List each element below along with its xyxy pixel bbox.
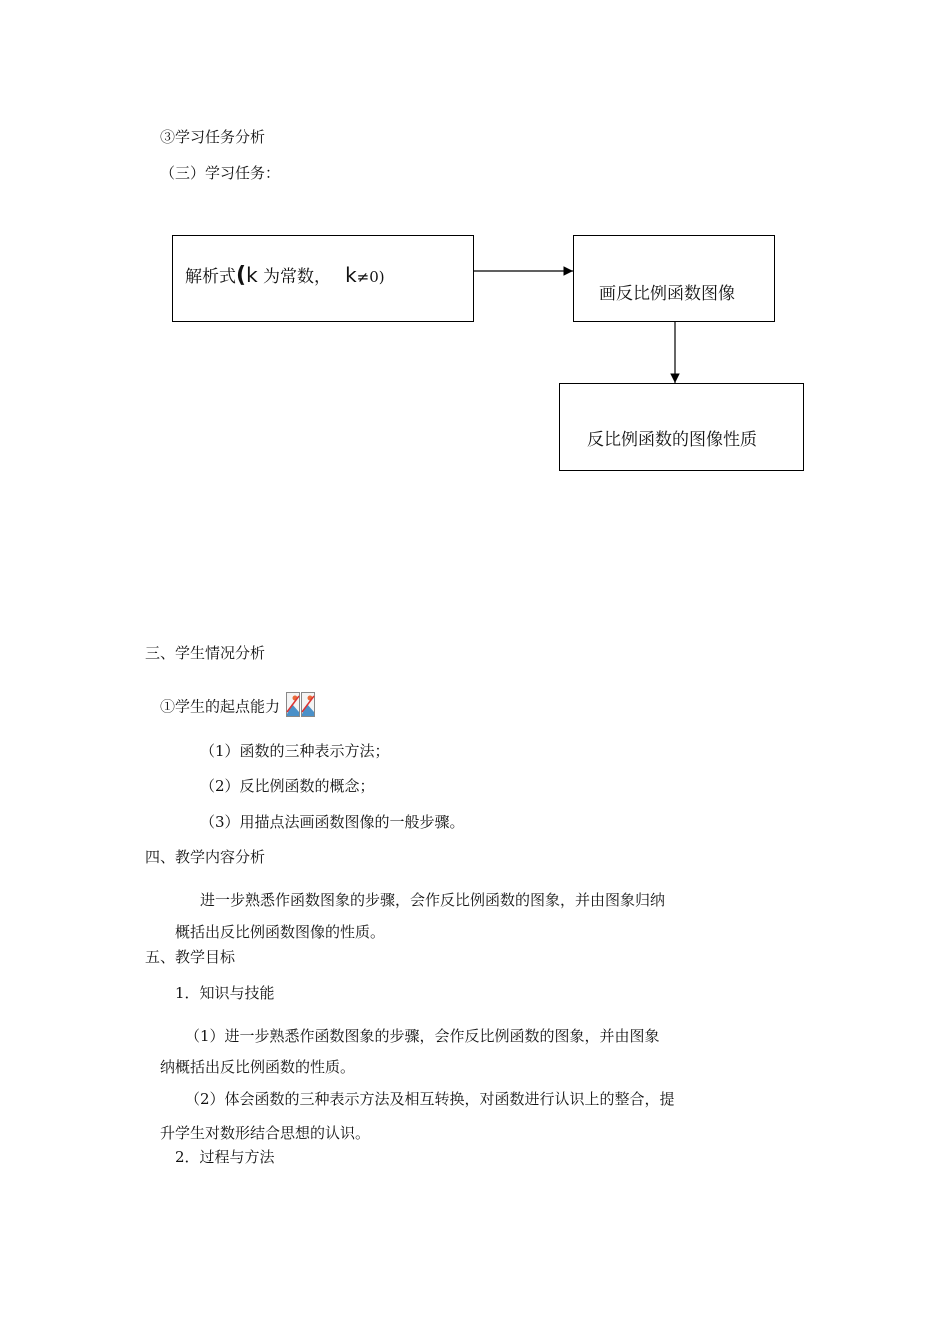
list-item: （1）函数的三种表示方法； [200, 742, 390, 760]
section4-paragraph-line1: 进一步熟悉作函数图象的步骤，会作反比例函数的图象，并由图象归纳 [200, 891, 666, 909]
flowchart-arrows [0, 0, 950, 520]
flow-box-graph-properties-label: 反比例函数的图像性质 [587, 430, 757, 450]
formula-k2: k [345, 263, 357, 287]
start-ability [160, 692, 316, 723]
section4-title: 四、教学内容分析 [145, 848, 266, 866]
list-item: （2）反比例函数的概念； [200, 777, 375, 795]
section5-sub2: 2．过程与方法 [175, 1148, 275, 1166]
formula-k1: k [246, 263, 258, 287]
formula-prefix: 解析式 [185, 267, 236, 287]
section5-p1-line1: （1）进一步熟悉作函数图象的步骤，会作反比例函数的图象，并由图象 [185, 1027, 660, 1045]
start-ability-label: ①学生的起点能力 [160, 697, 281, 716]
list-item: （3）用描点法画函数图像的一般步骤。 [200, 813, 465, 831]
flow-box-formula-label [185, 262, 385, 288]
section5-p1-line2: 纳概括出反比例函数的性质。 [160, 1058, 356, 1076]
formula-tail: ≠0) [356, 268, 385, 286]
formula-paren: ( [236, 263, 247, 288]
section5-p2-line1: （2）体会函数的三种表示方法及相互转换，对函数进行认识上的整合，提 [185, 1090, 675, 1108]
section5-title: 五、教学目标 [145, 948, 236, 966]
section5-p2-line2: 升学生对数形结合思想的认识。 [160, 1124, 371, 1142]
flow-box-graph-properties [559, 383, 804, 471]
task-analysis-heading: ③学习任务分析 [160, 128, 266, 146]
flow-box-draw-graph-label: 画反比例函数图像 [599, 284, 735, 304]
tasks-heading: （三）学习任务： [160, 164, 281, 182]
broken-image-icon [286, 692, 316, 723]
section5-sub1: 1．知识与技能 [175, 984, 275, 1002]
section4-paragraph-line2: 概括出反比例函数图像的性质。 [175, 923, 386, 941]
formula-middle: 为常数， [257, 267, 332, 287]
flow-box-formula [172, 235, 474, 322]
flow-box-draw-graph [573, 235, 775, 322]
section3-title: 三、学生情况分析 [145, 644, 266, 662]
